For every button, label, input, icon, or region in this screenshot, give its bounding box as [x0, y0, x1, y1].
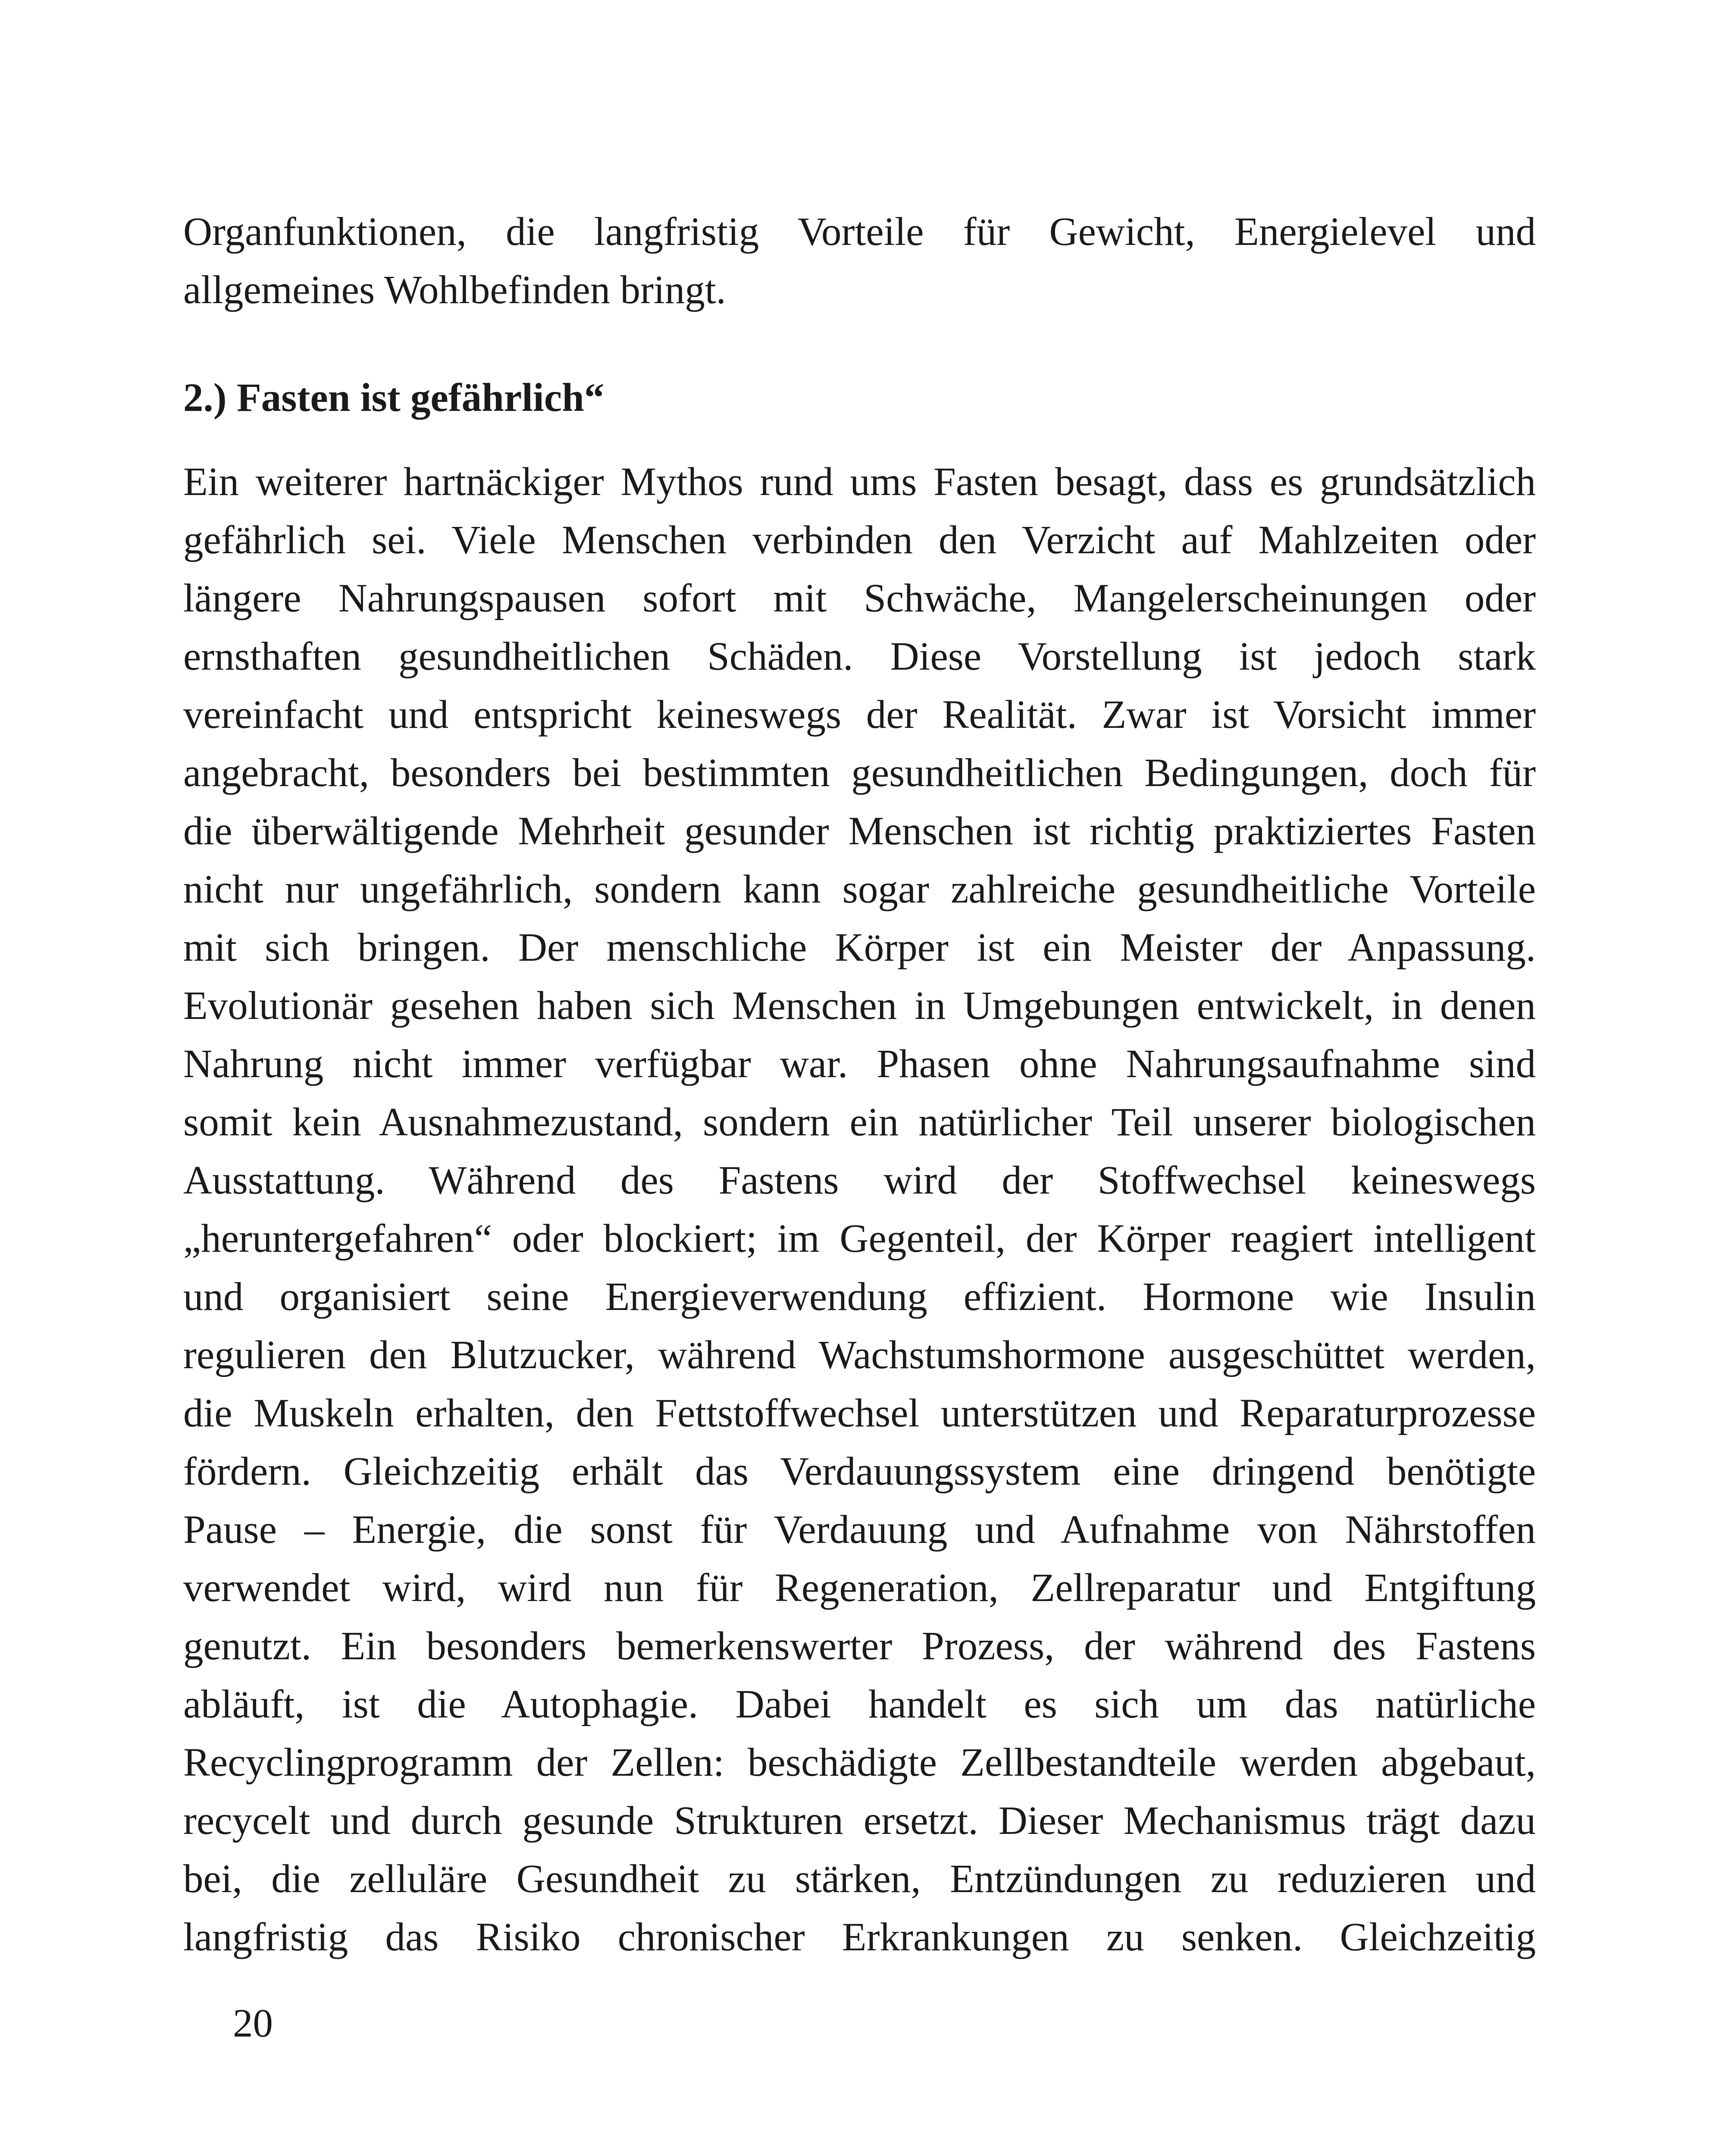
- body-line: gefährlich sei. Viele Menschen verbinden den Verzicht auf Mahlzeiten oder: [183, 518, 1536, 562]
- body-line: mit sich bringen. Der menschliche Körper ist ein Meister der Anpassung.: [183, 925, 1536, 970]
- body-line: die überwältigende Mehrheit gesunder Menschen ist richtig praktiziertes Fasten: [183, 809, 1536, 853]
- body-paragraph: [183, 453, 1536, 1966]
- body-line: bei, die zelluläre Gesundheit zu stärken, Entzündungen zu reduzieren und: [183, 1857, 1536, 1901]
- body-line: und organisiert seine Energieverwendung effizient. Hormone wie Insulin: [183, 1275, 1536, 1319]
- body-line: ernsthaften gesundheitlichen Schäden. Diese Vorstellung ist jedoch stark: [183, 634, 1536, 679]
- body-line: fördern. Gleichzeitig erhält das Verdauungssystem eine dringend benötigte: [183, 1449, 1536, 1494]
- body-line: somit kein Ausnahmezustand, sondern ein natürlicher Teil unserer biologischen: [183, 1100, 1536, 1144]
- body-line: Ein weiterer hartnäckiger Mythos rund ums Fasten besagt, dass es grundsätzlich: [183, 460, 1536, 504]
- body-line: längere Nahrungspausen sofort mit Schwäche, Mangelerscheinungen oder: [183, 576, 1536, 620]
- body-line: genutzt. Ein besonders bemerkenswerter Prozess, der während des Fastens: [183, 1624, 1536, 1668]
- body-line: Evolutionär gesehen haben sich Menschen in Umgebungen entwickelt, in denen: [183, 984, 1536, 1028]
- intro-line: allgemeines Wohlbefinden bringt.: [183, 268, 726, 312]
- section-heading: 2.) Fasten ist gefährlich“: [183, 376, 604, 420]
- body-line: die Muskeln erhalten, den Fettstoffwechsel unterstützen und Reparaturprozesse: [183, 1391, 1536, 1435]
- body-line: Recyclingprogramm der Zellen: beschädigte Zellbestandteile werden abgebaut,: [183, 1740, 1536, 1785]
- body-line: verwendet wird, wird nun für Regeneration, Zellreparatur und Entgiftung: [183, 1566, 1536, 1610]
- body-line: Nahrung nicht immer verfügbar war. Phasen ohne Nahrungsaufnahme sind: [183, 1042, 1536, 1086]
- body-line: regulieren den Blutzucker, während Wachstumshormone ausgeschüttet werden,: [183, 1333, 1536, 1377]
- body-line: „heruntergefahren“ oder blockiert; im Gegenteil, der Körper reagiert intelligent: [183, 1216, 1536, 1261]
- intro-line: Organfunktionen, die langfristig Vorteile für Gewicht, Energielevel und: [183, 210, 1536, 254]
- body-line: Pause – Energie, die sonst für Verdauung und Aufnahme von Nährstoffen: [183, 1507, 1536, 1552]
- body-line: langfristig das Risiko chronischer Erkrankungen zu senken. Gleichzeitig: [183, 1915, 1536, 1959]
- body-line: angebracht, besonders bei bestimmten gesundheitlichen Bedingungen, doch für: [183, 751, 1536, 795]
- body-line: nicht nur ungefährlich, sondern kann sogar zahlreiche gesundheitliche Vorteile: [183, 867, 1536, 912]
- body-line: abläuft, ist die Autophagie. Dabei handelt es sich um das natürliche: [183, 1682, 1536, 1727]
- body-line: recycelt und durch gesunde Strukturen ersetzt. Dieser Mechanismus trägt dazu: [183, 1799, 1536, 1843]
- body-line: vereinfacht und entspricht keineswegs der Realität. Zwar ist Vorsicht immer: [183, 693, 1536, 737]
- page-number: 20: [233, 2001, 273, 2046]
- body-line: Ausstattung. Während des Fastens wird der Stoffwechsel keineswegs: [183, 1158, 1536, 1203]
- intro-paragraph: [183, 203, 1536, 319]
